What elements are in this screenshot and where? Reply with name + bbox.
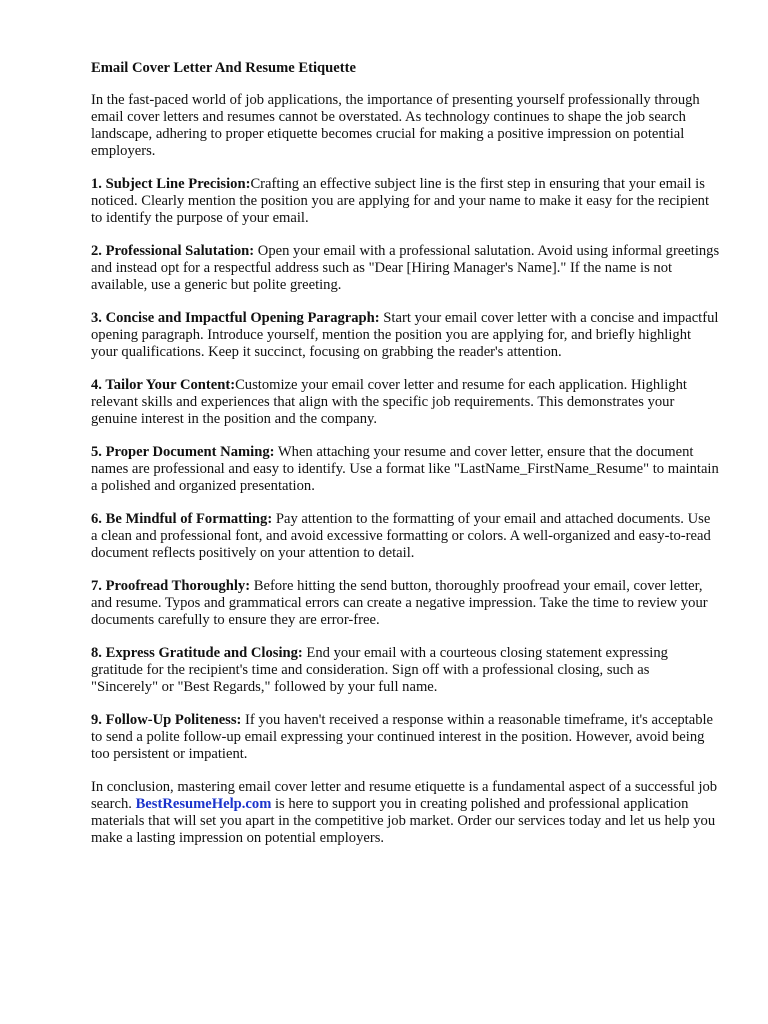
document-title: Email Cover Letter And Resume Etiquette — [91, 60, 356, 76]
tip-document-naming — [91, 444, 720, 495]
tip-opening-paragraph — [91, 310, 720, 361]
tip-tailor-content — [91, 377, 720, 428]
tip-heading: 7. Proofread Thoroughly: — [91, 578, 251, 594]
tip-heading: 3. Concise and Impactful Opening Paragraph: — [91, 310, 380, 326]
tip-heading: 8. Express Gratitude and Closing: — [91, 645, 303, 661]
tip-proofread — [91, 578, 720, 629]
conclusion-text-after: is here to support you in creating polished and professional application materials that will set you apart in the competitive job market. Order our services today and let us help you make a lasting impression on potential employers. — [91, 796, 716, 846]
tip-heading: 1. Subject Line Precision: — [91, 176, 251, 192]
tip-heading: 5. Proper Document Naming: — [91, 444, 275, 460]
intro-paragraph: In the fast-paced world of job applications, the importance of presenting yourself professionally through email cover letters and resumes cannot be overstated. As technology continues to shape the job search landscape, adhering to proper etiquette becomes crucial for making a positive impression on potential employers. — [91, 92, 700, 159]
tip-heading: 6. Be Mindful of Formatting: — [91, 511, 273, 527]
tip-body: Crafting an effective subject line is the first step in ensuring that your email is noticed. Clearly mention the position you are applying for and your name to make it easy for the recipient to identify the purpose of your email. — [91, 176, 710, 226]
tip-follow-up — [91, 712, 720, 763]
tip-salutation — [91, 243, 720, 294]
website-link[interactable]: BestResumeHelp.com — [135, 796, 272, 812]
tip-body: Customize your email cover letter and resume for each application. Highlight relevant skills and experiences that align with the specific job requirements. This demonstrates your genuine interest in the position and the company. — [91, 377, 687, 427]
tip-heading: 2. Professional Salutation: — [91, 243, 255, 259]
tip-body: Start your email cover letter with a concise and impactful opening paragraph. Introduce yourself, mention the position you are applying for, and briefly highlight your qualifications. Keep it succinct, focusing on grabbing the reader's attention. — [91, 310, 719, 360]
tip-body: End your email with a courteous closing statement expressing gratitude for the recipient's time and consideration. Sign off with a professional closing, such as "Sincerely" or "Best Regards," followed by your full name. — [91, 645, 668, 695]
conclusion-paragraph — [91, 779, 720, 847]
tip-body: Pay attention to the formatting of your email and attached documents. Use a clean and professional font, and avoid excessive formatting or colors. A well-organized and easy-to-read document reflects positively on your attention to detail. — [91, 511, 711, 561]
conclusion-text-before: In conclusion, mastering email cover letter and resume etiquette is a fundamental aspect of a successful job search. — [91, 779, 718, 812]
tip-subject-line — [91, 176, 720, 227]
tip-heading: 4. Tailor Your Content: — [91, 377, 236, 393]
tip-heading: 9. Follow-Up Politeness: — [91, 712, 242, 728]
tip-gratitude-closing — [91, 645, 720, 696]
tip-body: When attaching your resume and cover letter, ensure that the document names are professional and easy to identify. Use a format like "LastName_FirstName_Resume" to maintain a polished and organized presentation. — [91, 444, 719, 494]
tip-body: If you haven't received a response within a reasonable timeframe, it's acceptable to send a polite follow-up email expressing your continued interest in the position. However, avoid being too persistent or impatient. — [91, 712, 714, 762]
tip-formatting — [91, 511, 720, 562]
tip-body: Open your email with a professional salutation. Avoid using informal greetings and instead opt for a respectful address such as "Dear [Hiring Manager's Name]." If the name is not available, use a generic but polite greeting. — [91, 243, 720, 293]
tip-body: Before hitting the send button, thoroughly proofread your email, cover letter, and resume. Typos and grammatical errors can create a negative impression. Take the time to review your documents carefully to ensure they are error-free. — [91, 578, 708, 628]
